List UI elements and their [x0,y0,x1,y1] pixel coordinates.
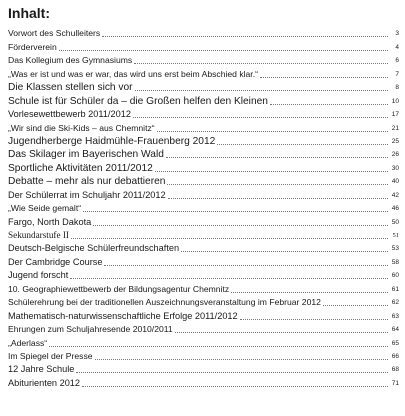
dot-leader [93,225,388,226]
toc-entry-page-number: 63 [391,312,399,320]
toc-entry [8,323,399,336]
toc-entry-page-number: 4 [395,43,399,51]
toc-entry [8,94,399,107]
dot-leader [102,36,388,37]
toc-entry-page-number: 50 [391,218,399,226]
toc-entry-page-number: 46 [391,205,399,213]
toc-entry-title: 12 Jahre Schule [8,364,75,375]
toc-entry-page-number: 26 [391,151,399,159]
dot-leader [167,184,388,185]
dot-leader [49,346,388,347]
toc-entry-page-number: 30 [391,164,399,172]
dot-leader [155,171,388,172]
toc-entry [8,148,399,161]
toc-entry [8,269,399,282]
toc-entry-title: Das Skilager im Bayerischen Wald [8,149,164,161]
toc-list [8,27,399,390]
toc-entry [8,296,399,309]
dot-leader [166,157,388,158]
toc-entry-title: „Wie Seide gemalt“ [8,203,82,214]
dot-leader [270,104,388,105]
dot-leader [240,319,388,320]
dot-leader [168,198,388,199]
toc-entry [8,161,399,174]
dot-leader [135,90,388,91]
toc-entry [8,215,399,228]
dot-leader [95,359,388,360]
toc-entry [8,336,399,349]
dot-leader [104,265,388,266]
toc-entry-page-number: 65 [391,339,399,347]
toc-entry-title: „Was er ist und was er war, das wird uns erst beim Abschied klar.“ [8,68,258,79]
toc-entry-title: Ehrungen zum Schuljahresende 2010/2011 [8,324,173,335]
toc-entry-title: 10. Geographiewettbewerb der Bildungsagentur Chemnitz [8,283,230,294]
dot-leader [59,50,388,51]
dot-leader [133,117,388,118]
toc-entry [8,282,399,295]
toc-entry [8,229,399,242]
dot-leader [175,332,388,333]
toc-entry [8,242,399,255]
toc-entry-title: Im Spiegel der Presse [8,350,93,361]
toc-entry-page-number: 7 [395,70,399,78]
toc-entry-title: Vorlesewettbewerb 2011/2012 [8,109,131,120]
toc-entry-page-number: 68 [391,366,399,374]
toc-entry [8,54,399,67]
toc-entry-title: Sportliche Aktivitäten 2011/2012 [8,162,153,174]
toc-entry-title: Deutsch-Belgische Schülerfreundschaften [8,243,180,254]
dot-leader [323,305,388,306]
toc-entry-page-number: 42 [391,191,399,199]
toc-entry-title: „Aderlass“ [8,337,48,348]
dot-leader [71,238,388,239]
toc-entry [8,27,399,40]
toc-entry-page-number: 51 [392,232,399,239]
dot-leader [217,144,388,145]
toc-entry [8,188,399,201]
toc-entry [8,255,399,268]
toc-entry-page-number: 66 [391,352,399,360]
toc-entry-page-number: 3 [395,30,399,38]
toc-entry-page-number: 17 [391,111,399,119]
dot-leader [260,77,388,78]
toc-entry-page-number: 6 [395,57,399,65]
dot-leader [76,372,388,373]
toc-entry-page-number: 62 [391,299,399,307]
toc-entry [8,121,399,134]
toc-entry [8,363,399,376]
toc-entry-page-number: 21 [391,124,399,132]
toc-entry-page-number: 71 [391,379,399,387]
toc-entry-title: Die Klassen stellen sich vor [8,82,133,94]
dot-leader [70,278,388,279]
toc-entry-page-number: 61 [391,285,399,293]
toc-entry [8,67,399,80]
dot-leader [181,251,388,252]
toc-entry-title: Debatte – mehr als nur debattieren [8,176,166,188]
dot-leader [83,211,388,212]
toc-entry-title: Der Cambridge Course [8,256,103,267]
toc-entry-title: „Wir sind die Ski-Kids – aus Chemnitz“ [8,122,155,133]
toc-entry [8,135,399,148]
dot-leader [134,63,388,64]
toc-entry-title: Mathematisch-naturwissenschaftliche Erfolge 2011/2012 [8,310,238,321]
toc-entry-page-number: 8 [395,84,399,92]
toc-entry [8,376,399,389]
toc-entry-page-number: 53 [391,245,399,253]
toc-entry-title: Förderverein [8,41,57,52]
toc-entry [8,309,399,322]
toc-entry [8,202,399,215]
toc-heading: Inhalt: [8,5,50,21]
toc-entry [8,108,399,121]
toc-entry-page-number: 40 [391,178,399,186]
toc-entry-title: Jugendherberge Haidmühle-Frauenberg 2012 [8,135,216,147]
toc-entry-title: Schule ist für Schüler da – die Großen helfen den Kleinen [8,95,268,107]
toc-entry-page-number: 58 [391,258,399,266]
toc-entry [8,40,399,53]
toc-entry [8,81,399,94]
toc-entry-title: Der Schülerrat im Schuljahr 2011/2012 [8,189,166,200]
toc-entry-page-number: 64 [391,326,399,334]
toc-entry-page-number: 10 [391,97,399,105]
toc-entry-page-number: 25 [391,137,399,145]
toc-entry-title: Das Kollegium des Gymnasiums [8,55,133,66]
toc-entry-title: Fargo, North Dakota [8,216,92,227]
toc-entry-title: Vorwort des Schulleiters [8,28,101,39]
toc-entry-title: Jugend forscht [8,270,69,281]
toc-entry-title: Schülerehrung bei der traditionellen Auszeichnungsveranstaltung im Februar 2012 [8,297,321,308]
dot-leader [157,131,388,132]
toc-entry-title: Sekundarstufe II [8,230,69,240]
toc-entry-title: Abiturienten 2012 [8,377,81,388]
toc-entry-page-number: 60 [391,272,399,280]
dot-leader [82,386,388,387]
dot-leader [231,292,388,293]
toc-entry [8,175,399,188]
toc-entry [8,350,399,363]
